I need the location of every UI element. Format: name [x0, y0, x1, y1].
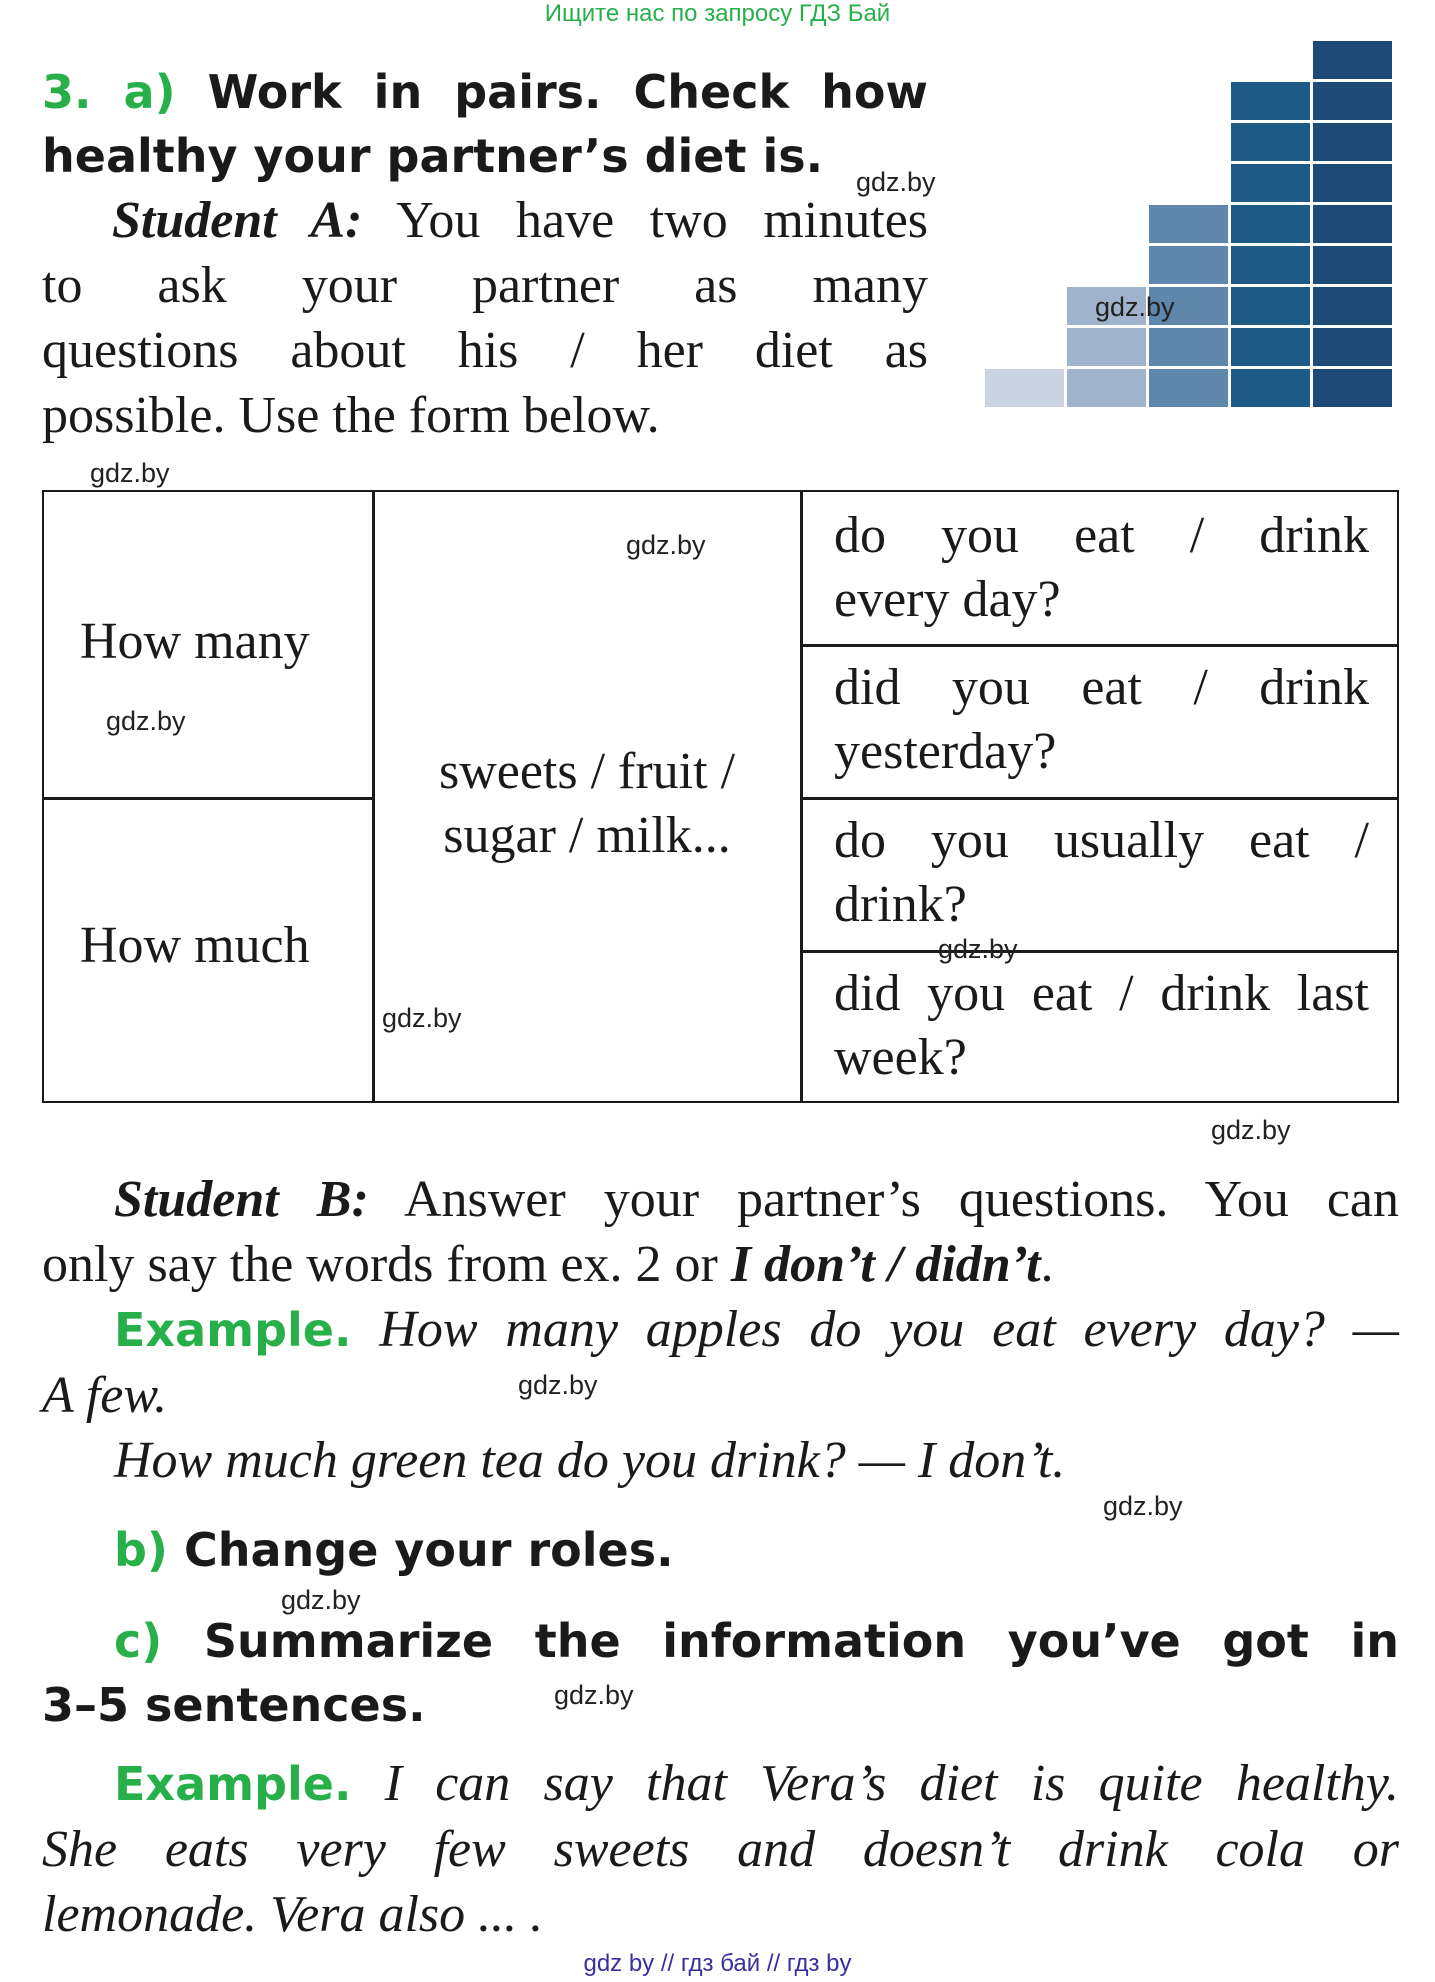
question-1-line1: do you eat / drink [834, 507, 1369, 564]
bar-cell [1313, 82, 1392, 120]
exercise-number: 3. [42, 65, 92, 119]
bar-cell [1149, 369, 1228, 407]
bar-cell [1231, 287, 1310, 325]
example-1-line3: How much green tea do you drink? — I don’t. [114, 1432, 1066, 1489]
question-4-line2: week? [834, 1029, 967, 1086]
watermark: gdz.by [106, 706, 186, 736]
student-a-line4: possible. Use the form below. [42, 387, 660, 444]
bar-cell [1149, 246, 1228, 284]
table-divider [800, 950, 1397, 953]
question-1-line2: every day? [834, 571, 1061, 628]
watermark: gdz.by [1095, 292, 1175, 322]
student-b-label: Student B: [114, 1171, 369, 1228]
question-form-table [42, 490, 1399, 1103]
bar-cell [1313, 287, 1392, 325]
bar-cell [1231, 123, 1310, 161]
student-b-line2 [42, 1232, 1399, 1297]
table-cell-question-4 [834, 962, 1369, 1090]
part-c-line2: 3–5 sentences. [42, 1678, 426, 1732]
student-b-block [42, 1167, 1399, 1297]
bar-cell [1149, 328, 1228, 366]
bar-cell [1313, 369, 1392, 407]
example-2-label: Example. [114, 1757, 352, 1811]
table-divider [800, 644, 1397, 647]
part-c-text-1: Summarize the information you’ve got in [203, 1614, 1399, 1668]
part-a-text-line2: healthy your partner’s diet is. [42, 129, 824, 183]
watermark: gdz.by [938, 934, 1018, 964]
table-divider [44, 797, 374, 800]
bar-cell [1231, 246, 1310, 284]
part-c [42, 1609, 1399, 1737]
foods-line1: sweets / fruit / [438, 743, 736, 800]
bar-cell [1313, 41, 1392, 79]
part-c-line1 [42, 1609, 1399, 1673]
bar-cell [1231, 164, 1310, 202]
part-a-text-line1: Work in pairs. Check how [207, 65, 929, 119]
question-4-line1: did you eat / drink last [834, 965, 1369, 1022]
example-2-line2: She eats very few sweets and doesn’t drink cola or [42, 1821, 1399, 1878]
student-b-line1 [42, 1167, 1399, 1232]
watermark: gdz.by [382, 1003, 462, 1033]
footer-links: gdz by // гдз бай // гдз by [583, 1950, 852, 1977]
exercise-3a [42, 60, 928, 448]
watermark: gdz.by [281, 1585, 361, 1615]
bar-cell [1067, 328, 1146, 366]
bar-cell [1313, 328, 1392, 366]
bar-cell [1313, 123, 1392, 161]
part-b [114, 1523, 674, 1577]
student-b-line2-text: only say the words from ex. 2 or [42, 1236, 718, 1293]
student-a-line1 [42, 188, 928, 253]
question-2-line1: did you eat / drink [834, 659, 1369, 716]
watermark: gdz.by [1211, 1115, 1291, 1145]
example-2-line1 [42, 1751, 1399, 1817]
example-1-block [42, 1297, 1399, 1493]
student-a-line2: to ask your partner as many [42, 257, 928, 314]
bar-cell [1313, 246, 1392, 284]
example-1-line2: A few. [42, 1367, 168, 1424]
watermark: gdz.by [518, 1370, 598, 1400]
watermark: gdz.by [554, 1680, 634, 1710]
student-a-text-1: You have two minutes [396, 192, 929, 249]
top-banner: Ищите нас по запросу ГДЗ Бай [544, 0, 891, 27]
watermark: gdz.by [626, 530, 706, 560]
bar-cell [1231, 82, 1310, 120]
table-cell-how-much: How much [80, 917, 310, 974]
table-cell-question-3 [834, 809, 1369, 937]
bar-cell [1067, 369, 1146, 407]
bar-graphic [985, 30, 1400, 410]
question-3-line1: do you usually eat / [834, 812, 1369, 869]
example-2-line3: lemonade. Vera also ... . [42, 1886, 544, 1943]
bar-cell [1231, 328, 1310, 366]
part-b-text: Change your roles. [183, 1523, 674, 1577]
example-1-line1 [42, 1297, 1399, 1363]
example-2-text-1: I can say that Vera’s diet is quite healthy. [384, 1755, 1399, 1812]
example-1-label: Example. [114, 1303, 352, 1357]
table-cell-how-many: How many [80, 613, 310, 670]
example-2-block [42, 1751, 1399, 1947]
watermark: gdz.by [856, 167, 936, 197]
bar-cell [1149, 205, 1228, 243]
bar-cell [1231, 205, 1310, 243]
table-cell-question-1 [834, 504, 1369, 632]
part-c-label: c) [114, 1614, 163, 1668]
table-divider [800, 797, 1397, 800]
bar-cell [1313, 205, 1392, 243]
student-a-label: Student A: [112, 192, 363, 249]
bar-cell [1313, 164, 1392, 202]
student-b-period: . [1040, 1236, 1054, 1293]
question-2-line2: yesterday? [834, 723, 1057, 780]
bar-cell [985, 369, 1064, 407]
bar-cell [1231, 369, 1310, 407]
watermark: gdz.by [1103, 1491, 1183, 1521]
student-a-line3: questions about his / her diet as [42, 322, 928, 379]
example-1-question-1: How many apples do you eat every day? — [379, 1301, 1399, 1358]
question-3-line2: drink? [834, 876, 967, 933]
student-b-text: Answer your partner’s questions. You can [403, 1171, 1400, 1228]
part-a-label: a) [123, 65, 176, 119]
exercise-title-line1 [42, 60, 928, 124]
table-cell-foods [374, 740, 800, 868]
table-cell-question-2 [834, 656, 1369, 784]
foods-line2: sugar / milk... [443, 807, 731, 864]
part-b-label: b) [114, 1523, 168, 1577]
watermark: gdz.by [90, 458, 170, 488]
student-b-emphasis: I don’t / didn’t [730, 1236, 1041, 1293]
